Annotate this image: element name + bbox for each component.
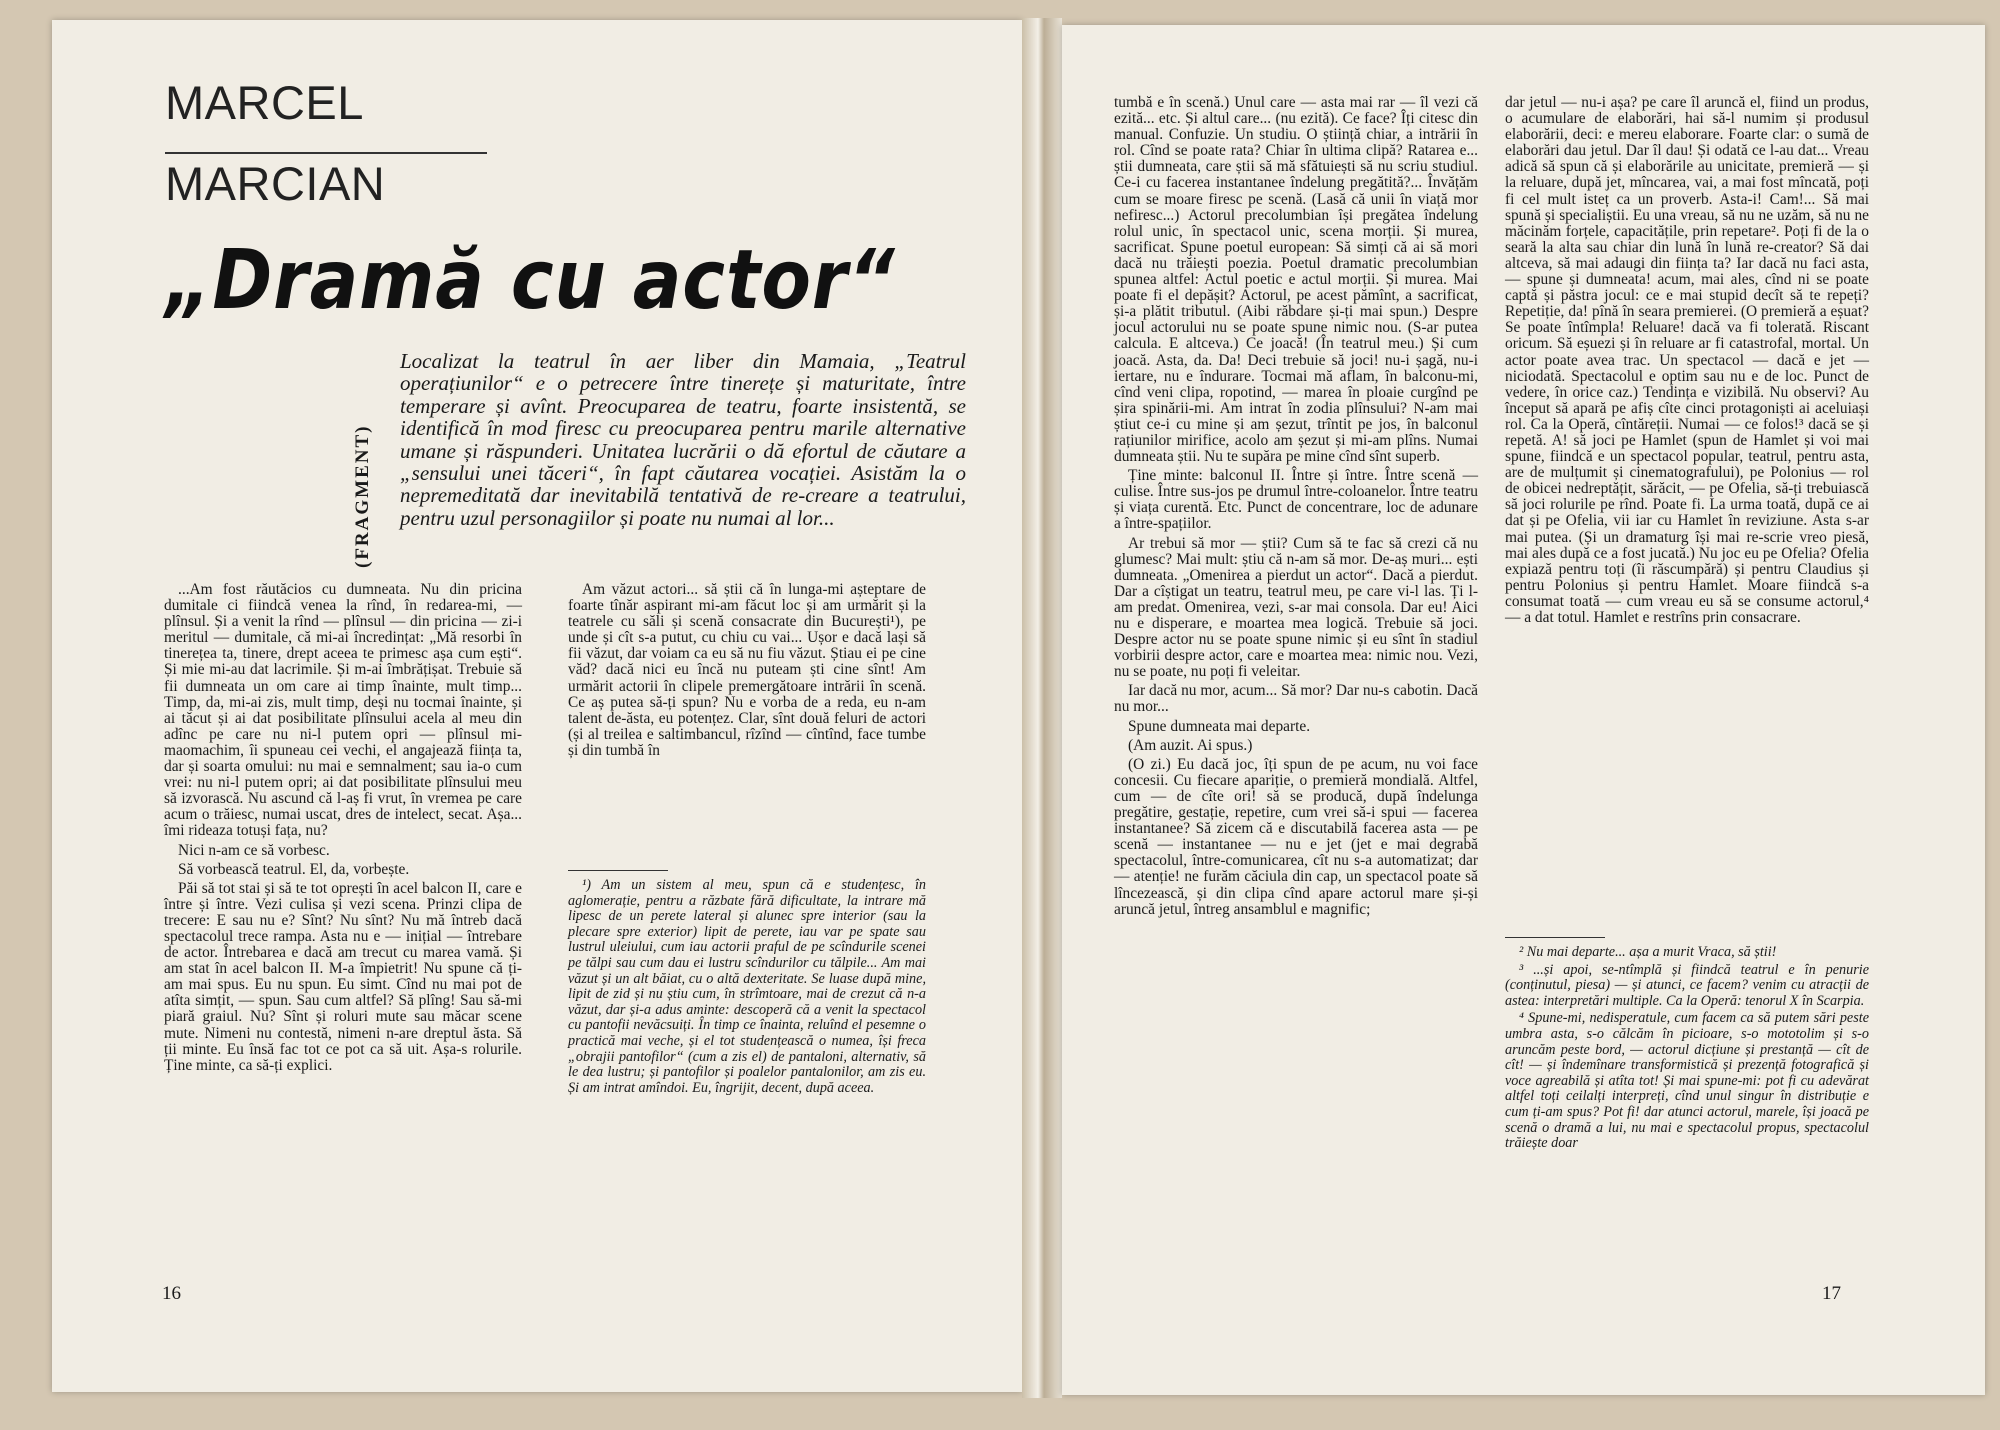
paragraph: Spune dumneata mai departe. <box>1128 717 1311 735</box>
paragraph: Nici n-am ce să vorbesc. <box>178 841 330 859</box>
paragraph: (Am auzit. Ai spus.) <box>1128 736 1253 754</box>
page-number: 16 <box>162 1283 181 1304</box>
footnote-text: ⁴ Spune-mi, nedisperatule, cum facem ca să putem sări peste umbra asta, s-o călcăm în picioare, s-o mototolim și s-o aruncăm peste bord, — actorul dicțiune și prestanță — cît de cît! — și îndemînare transformistică și prezență fotografică și voce agreabilă și atîta tot! Și mai spune-mi: pot fi cu adevărat altfel toți ceilalți interpreți, cînd unul singur în distribuție e cum ți-am spus? Pot fi! dar atunci actorul, marele, își joacă pe scenă o dramă a lui, nu mai e spectacolul propus, spectacolul trăiește doar <box>1505 1010 1869 1152</box>
paragraph: (O zi.) Eu dacă joc, îți spun de pe acum, nu voi face concesii. Cu fiecare apariție, o premieră mondială. Altfel, cum — de cîte ori! să se producă, după îndelunga pregătire, gestație, repetire, cum vrei să-i spui — facerea instantanee? Să zicem că e discutabilă facerea asta — pe scenă — instantanee — nu e jet (jet e mai degrabă spectacolul, între-comunicarea, cît nu s-a automatizat; dar — atenție! ne furăm căciula din cap, un spectacol poate să lîncezească, și din clipa cînd apare actorul mare și-și aruncă jetul, întreg ansamblul e magnific; <box>1114 755 1478 918</box>
paragraph: Iar dacă nu mor, acum... Să mor? Dar nu-s cabotin. Dacă nu mor... <box>1114 682 1478 716</box>
paragraph: dar jetul — nu-i așa? pe care îl aruncă el, fiind un produs, o acumulare de elaborări, hai să-l numim și produsul elaborării, deci: e mereu elaborare. Foarte clar: o sumă de elaborări dau jetul. Dar îl dau! Și odată ce l-au dat... Vreau adică să spun că și elaborările au unicitate, premieră — și la reluare, după jet, mîncarea, vai, a mai fost mîncată, poți fi cel mult isteț ca un proverb. Asta-i! Cam!... Să mai spună și specialiștii. Eu una vreau, să nu ne uzăm, să nu ne măcinăm forțele, capacitățile, prin repetare². Poți fi de la o seară la alta sau chiar din lună în lună re-creator? Să dai altceva, să mai adaugi din ființa ta? Iar dacă nu faci asta, — spune și dumneata! acum, mai ales, cînd ni se poate captă și păstra jocul: ce e mai stupid decît să te repeți? Repetiție, da! pînă în seara premierei. (O premieră a eșuat? Se poate întîmpla! Reluare! dacă va fi tolerată. Riscant oricum. Să eșuezi și în reluare ar fi catastrofal, mortal. Un actor poate avea trac. Un spectacol — dacă e jet — niciodată. Spectacolul e optim sau nu e de loc. Punct de vedere, în orice caz.) Tendința e vizibilă. Nu observi? Au început să apară pe afiș cîte cinci protagoniști ai aceluiași rol. Ca la Operă, cîntăreții. Numai — ce folos!³ dacă se și repetă. A! să joci pe Hamlet (spun de Hamlet și voi mai spune, fiindcă e un spectacol popular, teatrul, pentru asta, are de mulțumit și cinematografului), pe Polonius — rol de obicei nedreptățit, sărăcit, — pe Ofelia, să-ți trebuiască să joci rolurile pe rînd. Poate fi. La urma toată, după ce ai dat și pe Ofelia, vii iar cu Hamlet în reviziune. Asta s-ar mai putea. (Și un dramaturg își mai re-scrie vreo piesă, mai ales după ce a fost jucată.) Nu joc eu pe Ofelia? Ofelia expiază pentru toți (îi răscumpără) și pentru Claudius și pentru Polonius și pentru Hamlet. Moare fiindcă s-a consumat toată — cum vreau eu să se consume actorul,⁴ — a dat totul. Hamlet e restrîns prin consacrare. <box>1505 94 1869 626</box>
author-last-name: MARCIAN <box>165 157 386 210</box>
footnote-1 <box>568 878 926 1098</box>
intro-text: Localizat la teatrul în aer liber din Mamaia, „Teatrul operațiunilor“ e o petrecere între tinerețe și maturitate, între temperare și avînt. Preocuparea de teatru, foarte insistentă, se identifică în mod firesc cu preocuparea pentru marile alternative umane și răspunderi. Unitatea lucrării o dă efortul de căutare a „sensului unei tăceri“, în fapt căutarea vocației. Asistăm la o nepremeditată dar inevitabilă tentativă de re-creare a teatrului, pentru uzul personagiilor și poate nu numai al lor... <box>400 349 966 530</box>
book-gutter <box>1022 18 1062 1398</box>
column-4 <box>1505 95 1869 629</box>
footnotes <box>1505 945 1869 1154</box>
footnote-text: ³ ...și apoi, se-ntîmplă și fiindcă teatrul e în penurie (conținutul, piesa) — și atunci, ce facem? venim cu atracții de astea: interpretări multiple. Ca la Operă: tenorul X în Scarpia. <box>1505 961 1869 1009</box>
footnote-text: ¹) Am un sistem al meu, spun că e studențesc, în aglomerație, pentru a răzbate fără dificultate, la intrare mă lipesc de un perete lateral și alunec spre interior (sau la plecare spre exterior) lipit de perete, iau var pe spate sau lustrul uleiului, cum iau actorii praful de pe scîndurile scenei pe tălpi sau cum dau ei lustru scîndurilor cu tălpile... Am mai văzut și un alt băiat, cu o altă dexteritate. Se luase după mine, lipit de zid și nu știu cum, în strîmtoare, mai de crezut că n-a văzut, dar și-a adus aminte: descoperă că a venit la spectacol cu pantofii nevăcsuiți. În timp ce înainta, reluînd el pesemne o practică mai veche, și el tot studențească o numea, își freca „obrajii pantofilor“ (cum a zis el) de pantaloni, alternativ, să le dea lustru; și pantofilor și poalelor pantalonilor, am zis eu. Și am intrat amîndoi. Eu, îngrijit, decent, după aceea. <box>568 877 926 1096</box>
paragraph: ...Am fost răutăcios cu dumneata. Nu din pricina dumitale ci fiindcă venea la rînd, în redarea-mi, — plînsul. Și a venit la rînd — plînsul — din pricina — zi-i meritul — dumitale, că mi-ai încredințat: „Mă resorbi în tinerețea ta, tinere, drept aceea te primesc așa cum ești“. Și mie mi-au dat lacrimile. Și m-ai îmbrățișat. Trebuie să fii dumneata un om care ai timp înainte, mult timp... Timp, da, mi-ai zis, mult timp, deși nu tocmai înainte, și ai tăcut și ai dat posibilitate plînsului acela al meu din adînc pe care nu ni-l putem opri — plînsul mi-maomachim, îi spuneau cei vechi, el angajează ființa ta, dar și soarta omului: nu mai e semnalment; sau ia-o cum vrei: nu ni-l putem opri; ai dat posibilitate plînsului meu să izvorască. Nu ascund că l-aș fi vrut, în vremea pe care acum o trăiesc, numai uscat, dres de intelect, secat. Așa... îmi rideaza totuși fața, nu? <box>164 581 522 840</box>
right-page <box>1062 25 1985 1395</box>
column-1 <box>164 582 522 1077</box>
column-3 <box>1114 95 1478 921</box>
left-page <box>52 20 1022 1392</box>
author-first-name: MARCEL <box>165 76 364 129</box>
footnote-text: ² Nu mai departe... așa a murit Vraca, să știi! <box>1519 944 1777 960</box>
paragraph: Păi să tot stai și să te tot oprești în acel balcon II, care e între și între. Vezi culisa și vezi scena. Prinzi clipa de trecere: E sau nu e? Sînt? Nu sînt? Nu mă întreb dacă spectacolul trece rampa. Asta nu e — inițial — întrebare de actor. Întrebarea e dacă am trecut cu marea vamă. Și am stat în acel balcon II. M-a împietrit! Nu spune că ți-am mai spus. Eu nu spun. Eu simt. Cînd nu mai pot de atîta simțit, — spun. Sau cum altfel? Să plîng! Sau să-mi piară graiul. Nu? Sînt și roluri mute sau măcar scene mute. Nimeni nu contestă, nimeni n-are dreptul ăsta. Să ții minte. Eu însă fac tot ce pot ca să uit. Așa-s rolurile. Ține minte, ca să-ți explici. <box>164 879 522 1074</box>
paragraph: Să vorbească teatrul. El, da, vorbește. <box>178 860 410 878</box>
paragraph: tumbă e în scenă.) Unul care — asta mai rar — îl vezi că ezită... etc. Și altul care... (nu ezită). Ce face? Îți citesc din manual. Confuzie. Un studiu. O știință chiar, a intrării în rol. Cînd se poate rata? Chiar în ultima clipă? Ratarea e... știi dumneata, care știi să mă sfătuiești să nu scriu studiul. Ce-i cu facerea instantanee îndelung pregătită?... Învățăm cum se moare firesc pe scenă. (Lasă că unii în viață mor nefiresc...) Actorul precolumbian își pregătea îndelung rolul unic, în spectacol unic, scena morții. Și murea, sacrificat. Spune poetul european: Să simți că ai să mori dacă nu trăiești poezia. Poetul dramatic precolumbian spunea altfel: Actul poetic e actul morții. Și murea. Mai poate fi el depășit? Actorul, pe acest pămînt, a sacrificat, și-a plătit tributul. (Aibi răbdare și-ți mai spun.) Despre jocul actorului nu se poate spune nimic nou. (S-ar putea calcula. E altceva.) Ce joacă! (În teatrul meu.) Și cum joacă. Asta, da. Da! Deci trebuie să joci! nu-i șagă, nu-i iertare, nu e îndurare. Tocmai mă aflam, în balconu-mi, cînd veni clipa, ropotind, — marea în ploaie curgînd pe șira spinării-mi. Am intrat în zodia plînsului? N-am mai știut ce-i cu mine și am șezut, trîntit pe jos, în balconul rațiunilor mirifice, acolo am șezut și mi-am plîns. Numai dumneata știi. Nu te supăra pe mine cînd sînt superb. <box>1114 94 1478 466</box>
paragraph: Am văzut actori... să știi că în lunga-mi așteptare de foarte tînăr aspirant mi-am făcut loc și am urmărit și la teatrele cu săli și scenă consacrate din București¹), pe unde și cît s-a putut, cu chiu cu vai... Ușor e dacă lași să fii văzut, dar voiam ca eu să nu fiu văzut. Știau ei pe cine văd? dacă nici eu încă nu puteam ști cine sînt! Am urmărit actorii în clipele premergătoare intrării în scenă. Ce aș putea să-ți spun? Nu e vorba de a reda, eu n-am talent de-ăsta, eu potențez. Clar, sînt două feluri de actori (și al treilea e saltimbancul, rîzînd — cîntînd, face tumbe și din tumbă în <box>568 581 926 759</box>
article-title: „Dramă cu actor“ <box>165 233 896 328</box>
column-2 <box>568 582 926 762</box>
fragment-label: (FRAGMENT) <box>352 424 373 568</box>
footnote-divider <box>1505 937 1605 938</box>
page-number: 17 <box>1822 1283 1841 1304</box>
paragraph: Ar trebui să mor — știi? Cum să te fac să crezi că nu glumesc? Mai mult: știu că n-am să mor. De-aș muri... ești dumneata. „Omenirea a pierdut un actor“. Dacă a pierdut. Dar a cîștigat un teatru, teatrul meu, pe care vi-l las. Ți l-am predat. Omenirea, vezi, s-ar mai consola. Dar eu! Aici nu e disperare, e moartea mea logică. Trebuie să joci. Despre actor nu se poate spune nimic și eu sînt în stadiul vorbirii despre actor, care e moartea mea: nimic nou. Vezi, nu se poate, nu poți fi veleitar. <box>1114 534 1478 681</box>
paragraph: Ține minte: balconul II. Între și între. Între scenă — culise. Între sus-jos pe drumul între-coloanelor. Între teatru și viața curentă. Etc. Punct de concentrare, loc de adunare a între-spațiilor. <box>1114 467 1478 533</box>
footnote-divider <box>568 870 668 871</box>
author-divider <box>165 152 487 154</box>
